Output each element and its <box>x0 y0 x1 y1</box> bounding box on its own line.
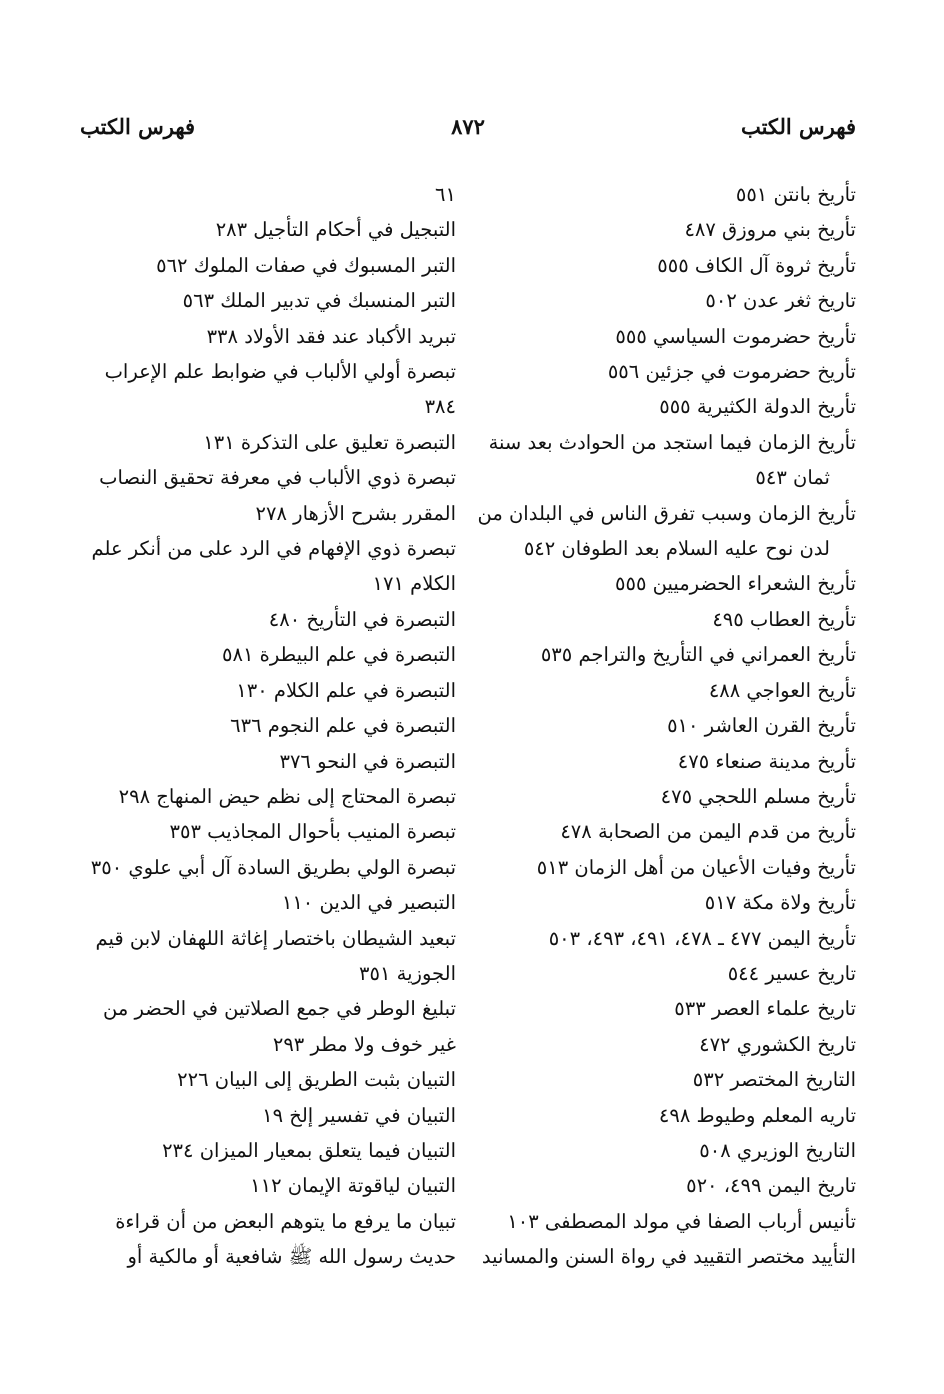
index-entry <box>80 637 456 672</box>
entry-line: تأريخ مدينة صنعاء ٤٧٥ <box>677 749 856 773</box>
entry-line: تأريخ اليمن ٤٧٧ ـ ٤٧٨، ٤٩١، ٤٩٣، ٥٠٣ <box>548 926 856 950</box>
entry-line: تبصرة المحتاج إلى نظم حيض المنهاج ٢٩٨ <box>118 784 456 808</box>
index-entry <box>484 425 856 496</box>
index-entry <box>484 319 856 354</box>
index-entry <box>484 1062 856 1097</box>
entry-line: التبصرة في النحو ٣٧٦ <box>279 749 456 773</box>
entry-line: تاريخ علماء العصر ٥٣٣ <box>674 997 856 1021</box>
entry-line: التبصرة في علم الكلام ١٣٠ <box>236 678 456 702</box>
entry-line: التبيان لياقوتة الإيمان ١١٢ <box>250 1174 456 1198</box>
entry-line: التبصير في الدين ١١٠ <box>281 891 456 915</box>
entry-line: تأريخ الزمان فيما استجد من الحوادث بعد سنة <box>488 430 856 454</box>
index-entry <box>484 248 856 283</box>
index-entry <box>80 921 456 992</box>
entry-line: تأريخ الشعراء الحضرميين ٥٥٥ <box>615 572 856 596</box>
entry-line: تبعيد الشيطان باختصار إغاثة اللهفان لابن قيم <box>95 926 456 950</box>
index-entry <box>80 1098 456 1133</box>
entry-line: تأريخ القرن العاشر ٥١٠ <box>667 714 856 738</box>
index-entry <box>477 496 856 567</box>
entry-continuation-line: الجوزية ٣٥١ <box>359 961 456 985</box>
index-entry <box>80 602 456 637</box>
entry-continuation-line: الكلام ١٧١ <box>372 572 456 596</box>
index-entry <box>80 991 456 1062</box>
index-entry <box>484 1098 856 1133</box>
index-entry <box>80 814 456 849</box>
entry-line: تاريخ اليمن ٤٩٩، ٥٢٠ <box>686 1174 856 1198</box>
entry-line: تبصرة ذوي الألباب في معرفة تحقيق النصاب <box>99 466 456 490</box>
entry-line: تبيان ما يرفع ما يتوهم البعض من أن قراءة <box>115 1209 456 1233</box>
entry-line: التبر المنسبك في تدبير الملك ٥٦٣ <box>182 289 456 313</box>
index-entry <box>484 921 856 956</box>
index-entry <box>80 425 456 460</box>
entry-line: تأريخ الزمان وسبب تفرق الناس في البلدان من <box>477 501 856 525</box>
running-title-left: فهرس الكتب <box>80 114 196 139</box>
entry-line: تأريخ ثروة آل الكاف ٥٥٥ <box>657 253 856 277</box>
entry-line: تأريخ حضرموت في جزئين ٥٥٦ <box>607 360 856 384</box>
entry-line: تاريخ عسير ٥٤٤ <box>727 961 856 985</box>
entry-line: التبيان في تفسير إلخ ١٩ <box>262 1103 456 1127</box>
index-entry <box>80 531 456 602</box>
entry-line: تأريخ العطاب ٤٩٥ <box>712 607 856 631</box>
entry-continuation-line: غير خوف ولا مطر ٢٩٣ <box>272 1032 456 1056</box>
entry-continuation-line: ثمان ٥٤٣ <box>755 466 830 490</box>
entry-line: تأريخ من قدم اليمن من الصحابة ٤٧٨ <box>560 820 856 844</box>
index-entry <box>484 885 856 920</box>
index-entry <box>80 283 456 318</box>
index-entry <box>80 354 456 425</box>
entry-line: تأريخ وفيات الأعيان من أهل الزمان ٥١٣ <box>536 855 856 879</box>
index-entry <box>484 212 856 247</box>
entry-line: تأريخ بانتن ٥٥١ <box>735 183 856 206</box>
index-entry <box>484 602 856 637</box>
page-header <box>80 114 856 150</box>
index-entry <box>484 991 856 1026</box>
index-entry <box>80 1204 456 1275</box>
index-entry <box>484 283 856 318</box>
index-entry <box>80 460 456 531</box>
entry-line: التبيان بثبت الطريق إلى البيان ٢٢٦ <box>177 1068 456 1092</box>
index-entry <box>484 673 856 708</box>
index-entry <box>484 1133 856 1168</box>
entry-line: التاريخ المختصر ٥٣٢ <box>692 1068 856 1092</box>
index-entry <box>484 1168 856 1203</box>
entry-line: التبيان فيما يتعلق بمعيار الميزان ٢٣٤ <box>162 1138 456 1162</box>
index-entry <box>80 177 456 212</box>
index-entry <box>484 637 856 672</box>
index-entry <box>484 708 856 743</box>
entry-line: التأييد مختصر التقييد في رواة السنن والمسانيد <box>481 1245 856 1269</box>
entry-continuation-line: حديث رسول الله ﷺ شافعية أو مالكية أو <box>127 1245 456 1269</box>
entry-line: تأريخ بني مروزق ٤٨٧ <box>684 218 856 242</box>
entry-line: التبصرة في التأريخ ٤٨٠ <box>268 607 456 631</box>
entry-line: تأريخ ولاة مكة ٥١٧ <box>704 891 856 915</box>
entry-line: تأنيس أرباب الصفا في مولد المصطفى ١٠٣ <box>507 1209 856 1233</box>
index-entry <box>80 673 456 708</box>
index-entry <box>484 1027 856 1062</box>
index-entry <box>484 850 856 885</box>
entry-line: تأريخ الدولة الكثيرية ٥٥٥ <box>659 395 856 419</box>
entry-continuation-line: ٣٨٤ <box>424 395 456 419</box>
entry-line: تبريد الأكباد عند فقد الأولاد ٣٣٨ <box>206 324 456 348</box>
index-entry <box>484 354 856 389</box>
entry-line: التاريخ الوزيري ٥٠٨ <box>699 1138 856 1162</box>
index-entry <box>80 212 456 247</box>
entry-continuation-line: المقرر بشرح الأزهار ٢٧٨ <box>255 501 456 525</box>
index-entry <box>481 1239 856 1274</box>
entry-line: تأريخ العواجي ٤٨٨ <box>708 678 856 702</box>
index-entry <box>80 1133 456 1168</box>
entry-line: التبصرة تعليق على التذكرة ١٣١ <box>203 430 456 454</box>
index-entry <box>80 885 456 920</box>
page-number: ٨٧٢ <box>451 114 485 139</box>
entry-line: تبصرة ذوي الإفهام في الرد على من أنكر علم <box>91 537 456 561</box>
entry-line: التبصرة في علم البيطرة ٥٨١ <box>222 643 456 667</box>
index-entry <box>80 319 456 354</box>
entry-line: تبصرة المنيب بأحوال المجاذيب ٣٥٣ <box>169 820 456 844</box>
entry-line: تبصرة الولي بطريق السادة آل أبي علوي ٣٥٠ <box>90 855 456 879</box>
index-entry <box>80 248 456 283</box>
index-entry <box>80 779 456 814</box>
entry-line: تأريخ العمراني في التأريخ والتراجم ٥٣٥ <box>540 643 856 667</box>
index-entry <box>484 744 856 779</box>
entry-line: تاريخ ثغر عدن ٥٠٢ <box>705 289 856 313</box>
entry-line: ٦١ <box>435 183 456 206</box>
entry-line: تأريخ حضرموت السياسي ٥٥٥ <box>615 324 856 348</box>
entry-line: تبليغ الوطر في جمع الصلاتين في الحضر من <box>103 997 456 1021</box>
index-column-left <box>80 177 456 1275</box>
entry-continuation-line: لدن نوح عليه السلام بعد الطوفان ٥٤٢ <box>523 537 830 561</box>
entry-line: التبصرة في علم النجوم ٦٣٦ <box>230 714 456 738</box>
index-entry <box>80 1062 456 1097</box>
index-entry <box>484 779 856 814</box>
entry-line: تاريه المعلم وطيوط ٤٩٨ <box>658 1103 856 1127</box>
index-entry <box>80 744 456 779</box>
index-entry <box>484 814 856 849</box>
index-entry <box>484 956 856 991</box>
index-entry <box>484 389 856 424</box>
index-entry <box>484 566 856 601</box>
index-entry <box>80 1168 456 1203</box>
index-entry <box>80 850 456 885</box>
entry-line: التبر المسبوك في صفات الملوك ٥٦٢ <box>156 253 456 277</box>
index-entry <box>484 177 856 212</box>
entry-line: تأريخ مسلم اللحجي ٤٧٥ <box>660 784 856 808</box>
index-entry <box>484 1204 856 1239</box>
entry-line: التبجيل في أحكام التأجيل ٢٨٣ <box>215 218 456 242</box>
index-column-right <box>477 177 856 1275</box>
entry-line: تبصرة أولي الألباب في ضوابط علم الإعراب <box>104 360 456 384</box>
running-title-right: فهرس الكتب <box>740 114 856 139</box>
entry-line: تاريخ الكشوري ٤٧٢ <box>699 1032 856 1056</box>
index-entry <box>80 708 456 743</box>
